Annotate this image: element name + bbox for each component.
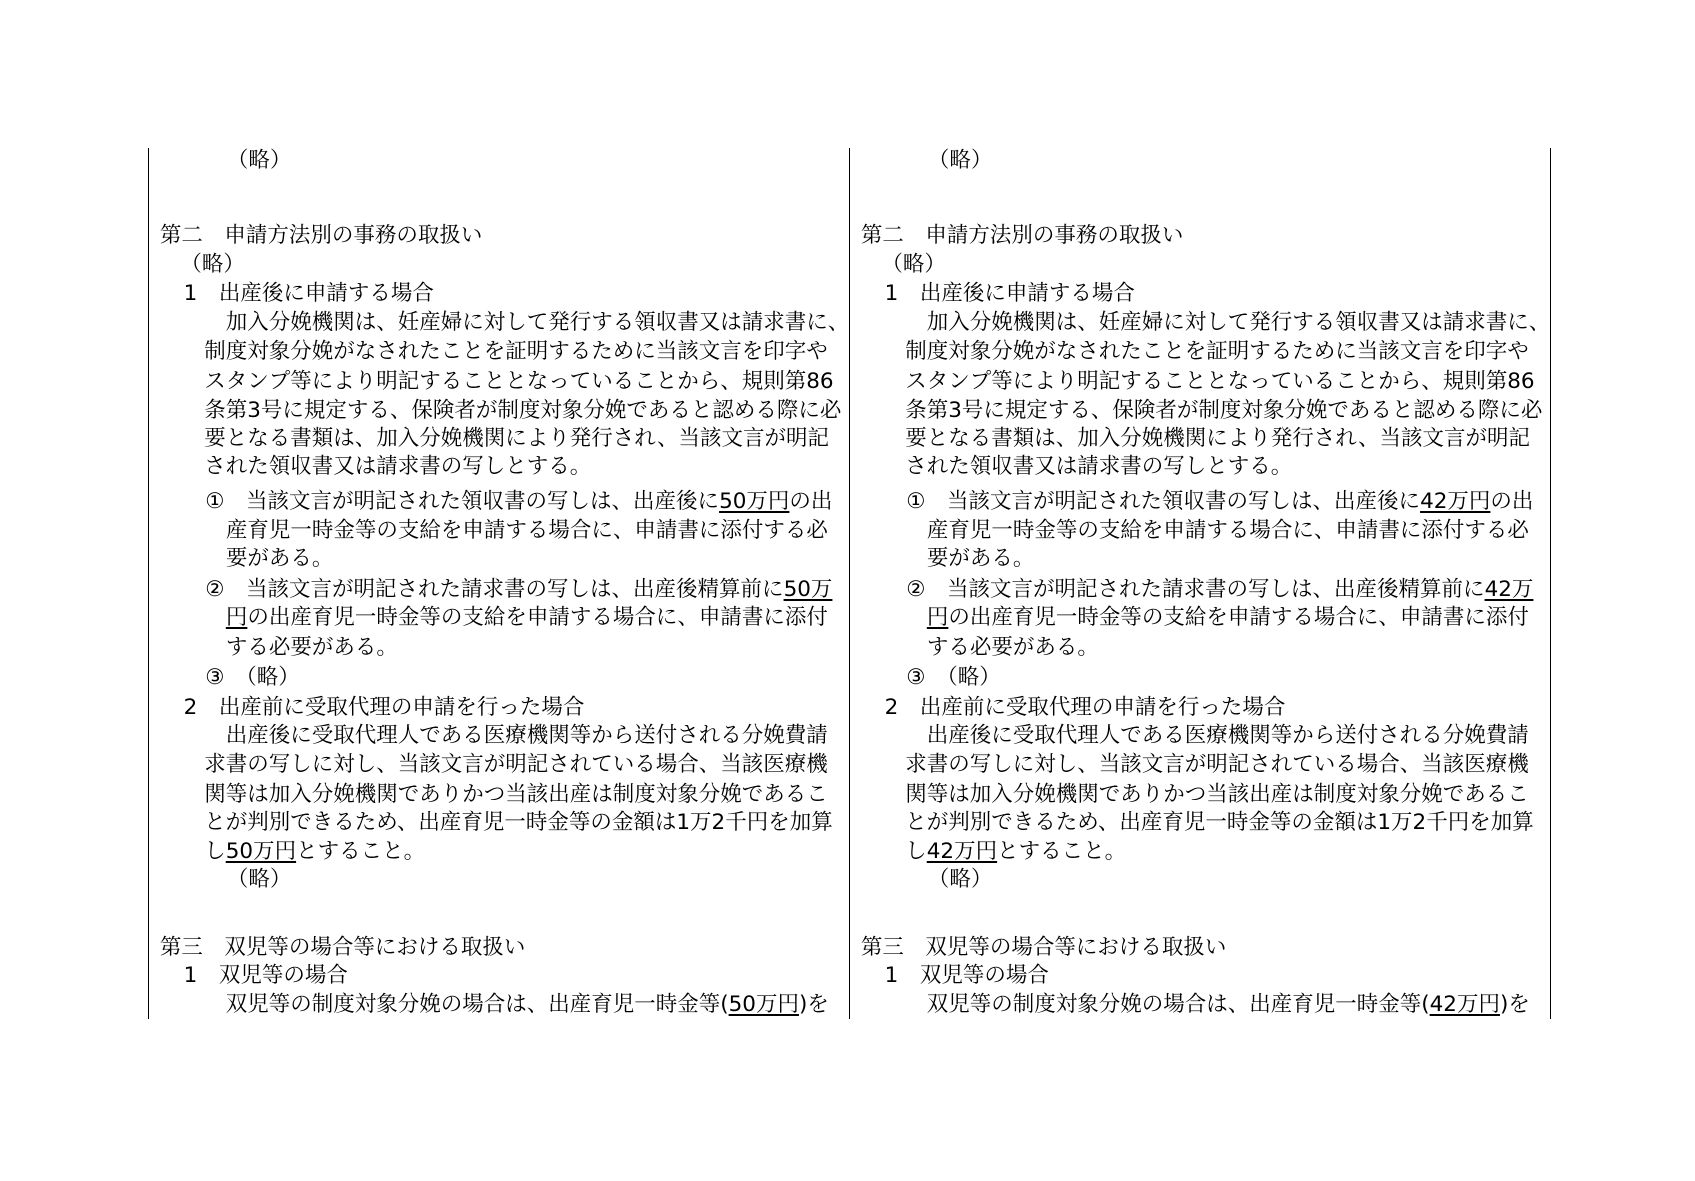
text-line [927, 517, 1529, 545]
text-segment: （略） [180, 251, 245, 277]
text-segment: 1 双児等の場合 [183, 963, 348, 989]
text-segment: 関等は加入分娩機関でありかつ当該出産は制度対象分娩であるこ [204, 781, 828, 807]
text-segment: ③ （略） [906, 664, 1001, 690]
text-segment: 制度対象分娩がなされたことを証明するために当該文言を印字や [204, 339, 828, 365]
text-line [204, 368, 833, 396]
amended-amount: 円 [926, 605, 949, 631]
text-segment: 第三 双児等の場合等における取扱い [159, 935, 526, 961]
text-line [204, 838, 425, 866]
section-heading [861, 934, 1227, 962]
right-column [849, 0, 1549, 1181]
subsection-heading [885, 962, 1049, 990]
text-segment: 関等は加入分娩機関でありかつ当該出産は制度対象分娩であるこ [905, 781, 1529, 807]
text-line [204, 809, 833, 837]
text-segment: とが判別できるため、出産育児一時金等の金額は1万2千円を加算 [204, 809, 833, 835]
text-line [905, 838, 1126, 866]
text-segment: 条第3号に規定する、保険者が制度対象分娩であると認める際に必 [204, 397, 842, 423]
text-segment: 条第3号に規定する、保険者が制度対象分娩であると認める際に必 [905, 397, 1543, 423]
text-segment: 2 出産前に受取代理の申請を行った場合 [183, 695, 585, 721]
text-segment: 第二 申請方法別の事務の取扱い [159, 222, 483, 248]
section-heading [160, 222, 483, 250]
text-line [226, 545, 334, 573]
text-line [905, 991, 1530, 1019]
text-line [905, 368, 1534, 396]
text-line [906, 576, 1533, 604]
text-segment: する必要がある。 [926, 634, 1099, 660]
text-line [927, 634, 1099, 662]
text-line [226, 604, 828, 632]
text-line [205, 488, 832, 516]
text-line [204, 781, 828, 809]
text-segment: 第三 双児等の場合等における取扱い [860, 935, 1227, 961]
text-segment: 求書の写しに対し、当該文言が明記されている場合、当該医療機 [905, 752, 1529, 778]
text-line [905, 809, 1534, 837]
text-line [905, 338, 1529, 366]
text-line [927, 604, 1529, 632]
section-heading [861, 222, 1184, 250]
text-segment: 出産後に受取代理人である医療機関等から送付される分娩費請 [204, 723, 828, 749]
amended-amount: 42万円 [1420, 488, 1491, 514]
text-segment: の出 [1490, 488, 1534, 514]
amended-amount: 50万 [783, 577, 833, 603]
text-line [906, 664, 1001, 692]
subsection-heading [885, 694, 1286, 722]
text-segment: し [204, 838, 226, 864]
text-segment: の出産育児一時金等の支給を申請する場合に、申請書に添付 [247, 605, 828, 631]
text-segment: とすること。 [997, 838, 1127, 864]
text-line [204, 453, 591, 481]
text-line [905, 453, 1292, 481]
text-segment: )を [798, 992, 829, 1018]
text-segment: し [905, 838, 927, 864]
amended-amount: 42万円 [926, 838, 998, 864]
amended-amount: 42万円 [1429, 992, 1500, 1018]
subsection-heading [184, 280, 434, 308]
text-segment: 1 出産後に申請する場合 [183, 281, 434, 307]
text-segment: （略） [927, 148, 993, 174]
text-line [906, 488, 1533, 516]
text-segment: ② 当該文言が明記された請求書の写しは、出産後精算前に [205, 577, 784, 603]
text-line [204, 309, 849, 337]
text-line [180, 251, 245, 279]
text-segment: 産育児一時金等の支給を申請する場合に、申請書に添付する必 [926, 517, 1529, 543]
text-line [227, 866, 292, 894]
text-segment: ③ （略） [205, 664, 300, 690]
text-line [881, 251, 946, 279]
text-segment: の出産育児一時金等の支給を申請する場合に、申請書に添付 [948, 605, 1529, 631]
text-segment: （略） [226, 866, 292, 892]
text-segment: 要となる書類は、加入分娩機関により発行され、当該文言が明記 [905, 425, 1530, 451]
text-line [226, 517, 828, 545]
text-segment: 第二 申請方法別の事務の取扱い [860, 222, 1184, 248]
text-segment: スタンプ等により明記することとなっていることから、規則第86 [204, 368, 834, 394]
text-line [204, 338, 828, 366]
text-line [905, 425, 1530, 453]
text-line [204, 991, 829, 1019]
amended-amount: 50万円 [225, 838, 297, 864]
text-segment: 要がある。 [926, 545, 1035, 571]
text-segment: 1 出産後に申請する場合 [884, 281, 1135, 307]
text-segment: の出 [789, 488, 833, 514]
amended-amount: 42万 [1484, 577, 1534, 603]
text-line [928, 866, 993, 894]
text-line [204, 722, 828, 750]
text-line [226, 634, 398, 662]
text-segment: （略） [927, 866, 993, 892]
text-segment: とすること。 [296, 838, 426, 864]
subsection-heading [184, 694, 585, 722]
text-line [204, 425, 829, 453]
text-line [928, 147, 993, 175]
text-segment: スタンプ等により明記することとなっていることから、規則第86 [905, 368, 1535, 394]
text-line [905, 397, 1542, 425]
text-segment: された領収書又は請求書の写しとする。 [905, 453, 1293, 479]
text-line [205, 576, 832, 604]
text-segment: （略） [226, 148, 292, 174]
text-segment: 2 出産前に受取代理の申請を行った場合 [884, 695, 1286, 721]
text-line [205, 664, 300, 692]
text-line [927, 545, 1035, 573]
text-segment: （略） [881, 251, 946, 277]
left-column [148, 0, 848, 1181]
text-line [227, 147, 292, 175]
text-line [204, 397, 841, 425]
text-segment: する必要がある。 [225, 634, 398, 660]
text-segment: 双児等の制度対象分娩の場合は、出産育児一時金等( [204, 992, 729, 1018]
amended-amount: 円 [225, 605, 248, 631]
text-line [905, 309, 1550, 337]
amended-amount: 50万円 [719, 488, 790, 514]
text-segment: 産育児一時金等の支給を申請する場合に、申請書に添付する必 [225, 517, 828, 543]
text-segment: 求書の写しに対し、当該文言が明記されている場合、当該医療機 [204, 752, 828, 778]
column-border-right [1550, 148, 1551, 1019]
text-segment: 1 双児等の場合 [884, 963, 1049, 989]
section-heading [160, 934, 526, 962]
text-segment: 加入分娩機関は、妊産婦に対して発行する領収書又は請求書に、 [905, 310, 1551, 336]
text-segment: ① 当該文言が明記された領収書の写しは、出産後に [205, 488, 720, 514]
text-segment: された領収書又は請求書の写しとする。 [204, 453, 592, 479]
text-segment: ① 当該文言が明記された領収書の写しは、出産後に [906, 488, 1421, 514]
text-segment: 要となる書類は、加入分娩機関により発行され、当該文言が明記 [204, 425, 829, 451]
text-segment: 加入分娩機関は、妊産婦に対して発行する領収書又は請求書に、 [204, 310, 850, 336]
text-line [204, 751, 828, 779]
text-line [905, 781, 1529, 809]
subsection-heading [885, 280, 1135, 308]
text-line [905, 751, 1529, 779]
text-segment: とが判別できるため、出産育児一時金等の金額は1万2千円を加算 [905, 809, 1534, 835]
text-segment: 要がある。 [225, 545, 334, 571]
text-segment: 出産後に受取代理人である医療機関等から送付される分娩費請 [905, 723, 1529, 749]
subsection-heading [184, 962, 348, 990]
text-segment: ② 当該文言が明記された請求書の写しは、出産後精算前に [906, 577, 1485, 603]
text-segment: 双児等の制度対象分娩の場合は、出産育児一時金等( [905, 992, 1430, 1018]
text-line [905, 722, 1529, 750]
amended-amount: 50万円 [728, 992, 799, 1018]
text-segment: )を [1499, 992, 1530, 1018]
text-segment: 制度対象分娩がなされたことを証明するために当該文言を印字や [905, 339, 1529, 365]
